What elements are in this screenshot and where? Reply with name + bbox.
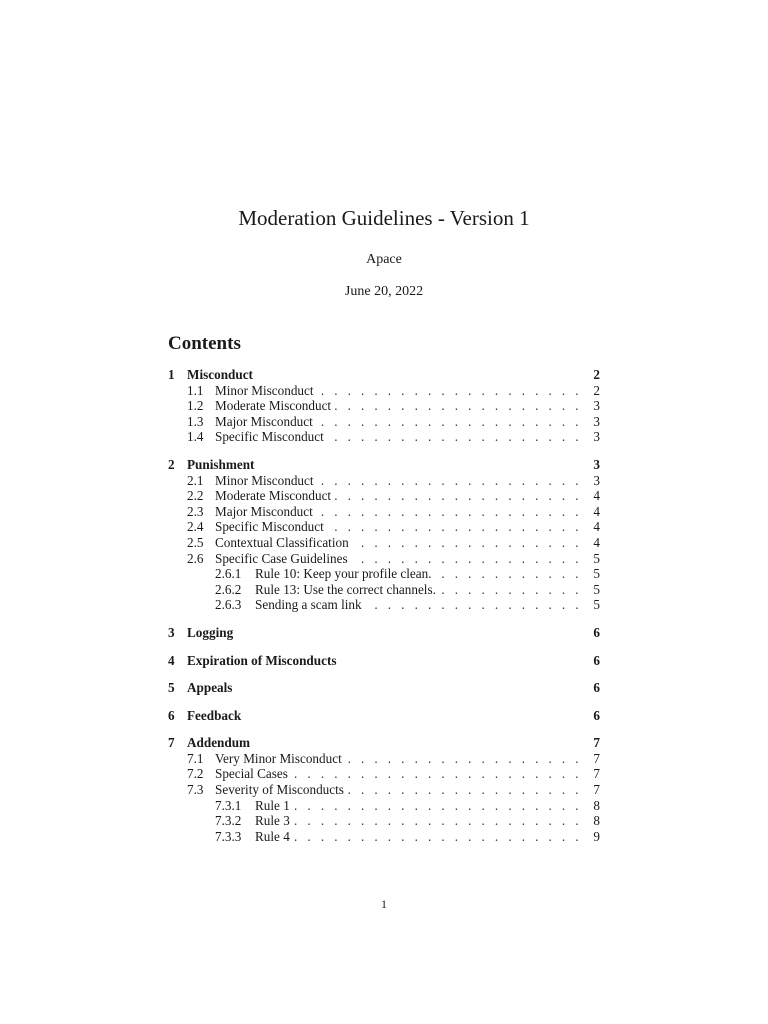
toc-entry-page: 7 (593, 735, 600, 751)
toc-entry-number: 2.6.1 (215, 566, 242, 582)
toc-entry-number: 2 (168, 456, 175, 472)
toc-entry-number: 2.2 (187, 488, 204, 504)
toc-entry-subsubsection[interactable] (168, 798, 600, 814)
toc-entry-page: 6 (593, 680, 600, 696)
toc-entry-label: Moderate Misconduct (215, 398, 332, 414)
toc-entry-label: Expiration of Misconducts (187, 652, 337, 668)
toc-dot-leader (335, 398, 582, 414)
toc-entry-label: Specific Misconduct (215, 519, 324, 535)
toc-entry-number: 7.3 (187, 782, 204, 798)
toc-entry-page: 5 (593, 597, 600, 613)
toc-entry-number: 5 (168, 680, 175, 696)
toc-entry-subsection[interactable] (168, 519, 600, 535)
toc-entry-label: Punishment (187, 456, 255, 472)
toc-entry-subsection[interactable] (168, 751, 600, 767)
toc-entry-subsection[interactable] (168, 551, 600, 567)
toc-dot-leader (328, 519, 582, 535)
toc-entry-number: 1.1 (187, 382, 204, 398)
toc-entry-page: 2 (593, 367, 600, 382)
toc-entry-subsection[interactable] (168, 535, 600, 551)
toc-dot-leader (318, 383, 582, 399)
toc-entry-subsection[interactable] (168, 398, 600, 414)
toc-entry-label: Rule 4 (255, 828, 290, 844)
toc-entry-subsection[interactable] (168, 429, 600, 445)
toc-entry-section[interactable] (168, 367, 600, 383)
toc-entry-section[interactable] (168, 457, 600, 473)
toc-entry-number: 6 (168, 707, 175, 723)
toc-entry-page: 3 (593, 456, 600, 472)
toc-entry-subsection[interactable] (168, 766, 600, 782)
toc-dot-leader (294, 798, 582, 814)
toc-entry-number: 1.4 (187, 429, 204, 445)
toc-entry-label: Appeals (187, 680, 233, 696)
document-title: Moderation Guidelines - Version 1 (238, 206, 530, 230)
toc-entry-page: 3 (593, 398, 600, 414)
toc-entry-label: Moderate Misconduct (215, 488, 332, 504)
toc-dot-leader (328, 429, 582, 445)
table-of-contents (168, 367, 600, 856)
toc-entry-page: 6 (593, 624, 600, 640)
toc-entry-section[interactable] (168, 653, 600, 669)
toc-entry-subsubsection[interactable] (168, 566, 600, 582)
page-number: 1 (381, 897, 387, 911)
toc-entry-label: Feedback (187, 707, 242, 723)
toc-entry-number: 2.3 (187, 503, 204, 519)
toc-entry-section[interactable] (168, 625, 600, 641)
toc-dot-leader (317, 504, 582, 520)
toc-entry-page: 8 (593, 813, 600, 829)
toc-entry-label: Minor Misconduct (215, 382, 314, 398)
toc-entry-subsection[interactable] (168, 504, 600, 520)
toc-dot-leader (317, 414, 582, 430)
toc-section (168, 625, 600, 641)
toc-dot-leader (366, 597, 582, 613)
document-date: June 20, 2022 (344, 284, 424, 299)
toc-dot-leader (436, 566, 582, 582)
toc-entry-subsection[interactable] (168, 383, 600, 399)
contents-heading: Contents (168, 333, 241, 354)
toc-entry-page: 3 (593, 429, 600, 445)
toc-entry-page: 3 (593, 472, 600, 488)
toc-entry-section[interactable] (168, 735, 600, 751)
toc-section (168, 735, 600, 844)
document-author: Apace (366, 252, 402, 267)
toc-dot-leader (294, 813, 582, 829)
toc-entry-label: Rule 1 (255, 797, 290, 813)
toc-entry-number: 7 (168, 735, 175, 751)
toc-dot-leader (348, 782, 582, 798)
toc-entry-number: 3 (168, 624, 175, 640)
toc-entry-page: 9 (593, 828, 600, 844)
toc-section (168, 367, 600, 445)
toc-entry-subsection[interactable] (168, 782, 600, 798)
toc-dot-leader (440, 582, 582, 598)
toc-entry-label: Severity of Misconducts (215, 782, 344, 798)
toc-entry-page: 8 (593, 797, 600, 813)
toc-dot-leader (294, 829, 582, 845)
toc-entry-label: Rule 13: Use the correct channels. (255, 581, 436, 597)
toc-section (168, 680, 600, 696)
toc-entry-page: 4 (593, 519, 600, 535)
toc-entry-number: 7.1 (187, 750, 204, 766)
toc-entry-subsection[interactable] (168, 488, 600, 504)
toc-entry-section[interactable] (168, 680, 600, 696)
toc-entry-number: 7.3.1 (215, 797, 242, 813)
toc-entry-number: 2.6.3 (215, 597, 242, 613)
toc-entry-number: 4 (168, 652, 175, 668)
toc-entry-label: Addendum (187, 735, 251, 751)
toc-dot-leader (353, 535, 582, 551)
toc-entry-subsection[interactable] (168, 414, 600, 430)
toc-entry-label: Rule 10: Keep your profile clean. (255, 566, 432, 582)
toc-entry-label: Major Misconduct (215, 413, 313, 429)
toc-entry-label: Special Cases (215, 766, 288, 782)
toc-entry-page: 6 (593, 652, 600, 668)
toc-entry-label: Major Misconduct (215, 503, 313, 519)
toc-entry-number: 2.6.2 (215, 581, 242, 597)
toc-entry-number: 2.1 (187, 472, 204, 488)
toc-entry-label: Minor Misconduct (215, 472, 314, 488)
toc-entry-subsubsection[interactable] (168, 582, 600, 598)
toc-entry-subsubsection[interactable] (168, 813, 600, 829)
toc-entry-number: 2.5 (187, 534, 204, 550)
toc-entry-label: Very Minor Misconduct (215, 750, 342, 766)
toc-section (168, 708, 600, 724)
toc-entry-number: 7.2 (187, 766, 204, 782)
toc-entry-label: Specific Case Guidelines (215, 550, 348, 566)
toc-entry-subsubsection[interactable] (168, 829, 600, 845)
toc-section (168, 457, 600, 613)
toc-entry-subsubsection[interactable] (168, 597, 600, 613)
toc-entry-page: 6 (593, 707, 600, 723)
toc-entry-page: 5 (593, 550, 600, 566)
toc-entry-page: 7 (593, 782, 600, 798)
toc-entry-page: 4 (593, 503, 600, 519)
toc-entry-label: Contextual Classification (215, 534, 349, 550)
toc-entry-page: 2 (593, 382, 600, 398)
toc-dot-leader (318, 473, 582, 489)
toc-entry-number: 1.3 (187, 413, 204, 429)
toc-entry-number: 1.2 (187, 398, 204, 414)
toc-entry-page: 4 (593, 534, 600, 550)
toc-section (168, 653, 600, 669)
toc-entry-label: Specific Misconduct (215, 429, 324, 445)
toc-dot-leader (335, 488, 582, 504)
toc-entry-subsection[interactable] (168, 473, 600, 489)
toc-entry-number: 1 (168, 367, 175, 382)
toc-entry-page: 4 (593, 488, 600, 504)
toc-entry-number: 2.4 (187, 519, 204, 535)
toc-entry-number: 2.6 (187, 550, 204, 566)
toc-entry-page: 5 (593, 566, 600, 582)
toc-dot-leader (292, 766, 582, 782)
toc-entry-number: 7.3.3 (215, 828, 242, 844)
toc-entry-label: Sending a scam link (255, 597, 362, 613)
toc-entry-section[interactable] (168, 708, 600, 724)
toc-entry-page: 5 (593, 581, 600, 597)
toc-entry-label: Logging (187, 624, 234, 640)
toc-entry-label: Rule 3 (255, 813, 290, 829)
toc-dot-leader (352, 551, 582, 567)
toc-entry-page: 7 (593, 766, 600, 782)
toc-entry-label: Misconduct (187, 367, 253, 382)
toc-entry-page: 3 (593, 413, 600, 429)
toc-entry-number: 7.3.2 (215, 813, 242, 829)
toc-dot-leader (346, 751, 582, 767)
toc-entry-page: 7 (593, 750, 600, 766)
